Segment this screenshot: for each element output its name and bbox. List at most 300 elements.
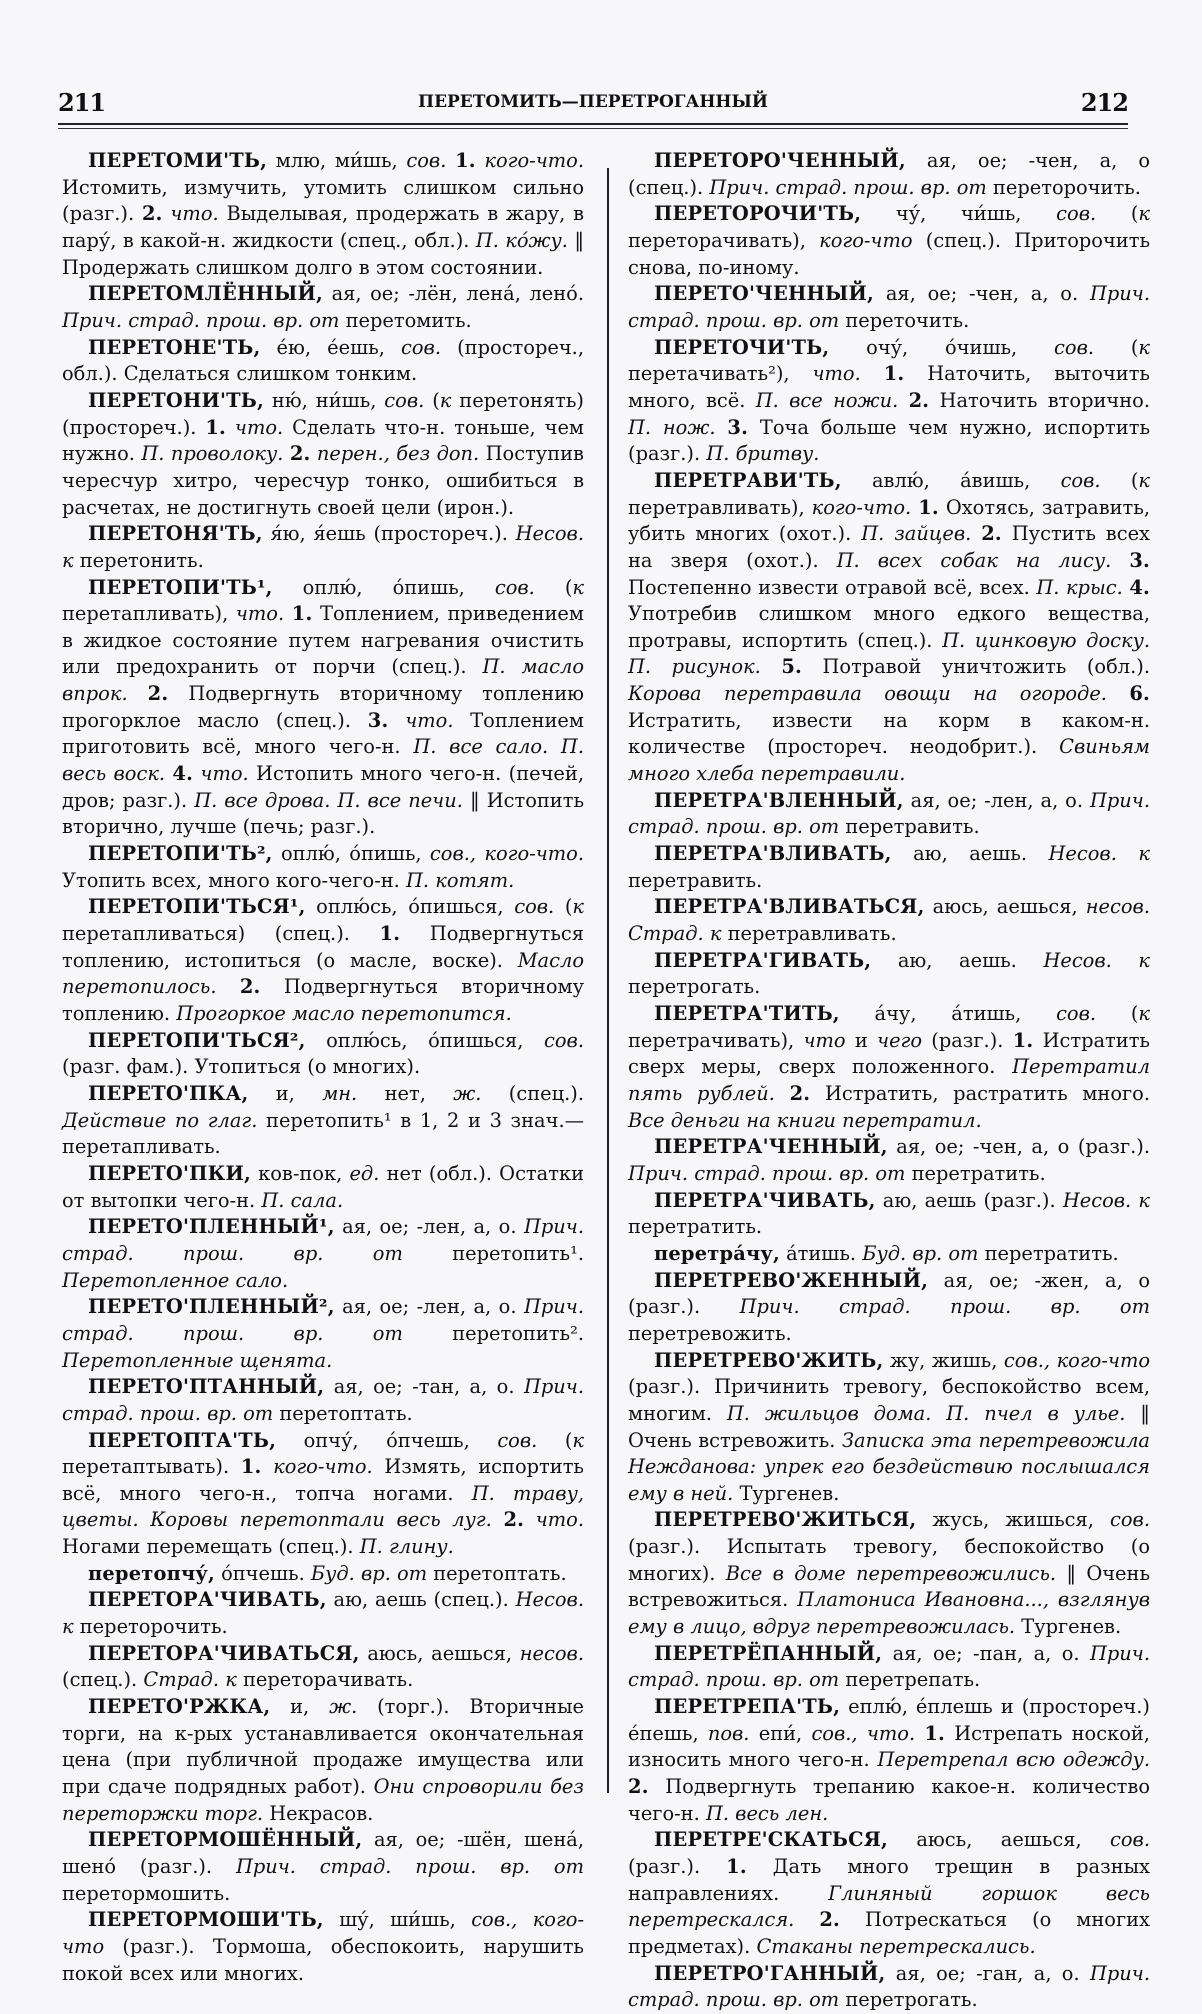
italic-note: П. всех собак на лису.	[836, 548, 1112, 572]
definition-text: переточить.	[839, 308, 970, 332]
headword: 3.	[367, 708, 389, 732]
definition-text: перетачивать²),	[628, 362, 813, 386]
italic-note: П. глину.	[359, 1535, 454, 1559]
dictionary-entry	[628, 1268, 1150, 1348]
left-column	[62, 148, 584, 1987]
headword: ПЕРЕТО'ПКА,	[88, 1081, 249, 1105]
definition-text: и,	[270, 1695, 330, 1719]
definition-text: ая, ое; -лен, а, о.	[334, 1295, 524, 1319]
dictionary-entry	[62, 1827, 584, 1907]
italic-note: Страд.	[143, 1668, 220, 1692]
italic-note: П. цинковую доску. П. рисунок.	[628, 628, 1150, 679]
headword: ПЕРЕТОПИ'ТЬСЯ¹,	[88, 895, 306, 919]
headword: ПЕРЕТРЕ'СКАТЬСЯ,	[654, 1828, 888, 1852]
italic-note: П. жильцов дома. П. пчел в улье.	[726, 1401, 1126, 1425]
definition-text: Топлением приготовить всё, много чего-н.	[62, 708, 584, 759]
headword: ПЕРЕТО'ПКИ,	[88, 1161, 251, 1185]
definition-text	[1107, 682, 1129, 705]
definition-text	[1117, 842, 1139, 865]
definition-text: (	[1100, 468, 1139, 492]
italic-note: кого-что.	[273, 1455, 373, 1479]
italic-note: Прич. страд. прош. вр. от	[628, 1641, 1150, 1692]
italic-note: сов.	[1110, 1828, 1150, 1852]
dictionary-entry	[62, 281, 584, 334]
italic-note: Свиньям много хлеба перетравили.	[628, 735, 1150, 786]
italic-note: к	[1138, 202, 1150, 226]
definition-text: Некрасов.	[263, 1801, 374, 1825]
headword: ПЕРЕТРО'ГАННЫЙ,	[654, 1961, 886, 1985]
italic-note: к	[439, 388, 452, 412]
headword: 2.	[908, 388, 930, 412]
headword: 3.	[1129, 548, 1150, 572]
italic-note: ед.	[349, 1161, 380, 1185]
definition-text: (	[537, 1428, 573, 1452]
definition-text: нет,	[357, 1081, 454, 1105]
headword: ПЕРЕТРА'ГИВАТЬ,	[654, 948, 872, 972]
dictionary-entry	[628, 148, 1150, 201]
italic-note: П. крыс.	[1036, 575, 1123, 599]
headword: ПЕРЕТО'РЖКА,	[88, 1695, 271, 1719]
definition-text: (	[1096, 202, 1139, 226]
headword: ПЕРЕТО'ЧЕННЫЙ,	[654, 282, 875, 306]
definition-text: Поступив чересчур хитро, чересчур тонко, ошибиться в расчетах, не достигнуть своей цели (ирон.).	[62, 442, 584, 519]
definition-text: Подвергнуть трепанию какое-н. количество чего-н.	[628, 1775, 1150, 1825]
headword: ПЕРЕТОРО'ЧЕННЫЙ,	[654, 149, 906, 172]
definition-text: Истрепать ноской, износить много чего-н.	[628, 1721, 1150, 1772]
definition-text	[261, 1455, 273, 1478]
italic-note: Перетопленные щенята.	[62, 1348, 333, 1372]
italic-note: Масло перетопилось.	[62, 948, 584, 999]
italic-note: П. котят.	[406, 868, 515, 892]
definition-text: аю, аешь (спец.).	[326, 1588, 516, 1612]
definition-text: перетопить¹ в 1, 2 и 3 знач.—перетапливать.	[62, 1108, 584, 1159]
definition-text: Подвергнуть вторичному топлению прогорклое масло (спец.).	[62, 682, 584, 732]
dictionary-entry	[628, 1134, 1150, 1187]
definition-text: ая, ое; -тан, а, о.	[324, 1375, 524, 1399]
italic-note: Прогоркое масло перетопится.	[176, 1002, 512, 1025]
italic-note: П. все дрова. П. все печи.	[194, 788, 463, 812]
definition-text: аюсь, аешься,	[359, 1641, 520, 1665]
definition-text: ая, ое; -ган, а, о.	[885, 1961, 1090, 1985]
italic-note: П. весь лен.	[705, 1801, 829, 1825]
italic-note: сов.	[497, 1428, 538, 1452]
definition-text: Наточить вторично.	[929, 388, 1150, 412]
headword: ПЕРЕТОРМОШИ'ТЬ,	[88, 1908, 324, 1932]
dictionary-entry	[628, 1001, 1150, 1134]
definition-text: ая, ое; -шён, шена́, шено́ (разг.).	[62, 1828, 584, 1878]
headword: 1.	[924, 1721, 945, 1745]
italic-note: сов.	[406, 149, 447, 172]
definition-text: аюсь, аешься,	[887, 1828, 1111, 1852]
headword: 2.	[503, 1508, 525, 1532]
definition-text: и	[845, 1028, 878, 1052]
definition-text: ню́, ни́шь,	[263, 388, 385, 412]
italic-note: Прич. страд. прош. вр. от	[62, 1295, 584, 1345]
definition-text: перетрепать.	[839, 1668, 981, 1692]
italic-note: Все деньги на книги перетратил.	[628, 1108, 982, 1132]
italic-note: к	[62, 1615, 74, 1639]
italic-note: к	[225, 1668, 237, 1692]
dictionary-entry	[62, 388, 584, 521]
headword: ПЕРЕТОПИ'ТЬ¹,	[88, 575, 273, 599]
column-divider	[607, 168, 609, 1793]
definition-text	[1112, 949, 1139, 972]
italic-note: что.	[235, 602, 285, 626]
definition-text	[716, 416, 728, 439]
definition-text: ‖ Очень встревожить.	[628, 1401, 1150, 1452]
headword: ПЕРЕТОРОЧИ'ТЬ,	[654, 202, 862, 226]
definition-text: перетонить.	[73, 548, 204, 572]
headword: ПЕРЕТРЕВО'ЖИТЬ,	[654, 1348, 884, 1372]
headword: 1.	[726, 1855, 747, 1878]
definition-text: (разг. фам.). Утопиться (о многих).	[62, 1055, 421, 1079]
headword: ПЕРЕТОМЛЁННЫЙ,	[88, 282, 323, 306]
italic-note: перен., без доп.	[316, 442, 480, 466]
dictionary-entry	[628, 468, 1150, 788]
headword: ПЕРЕТОРА'ЧИВАТЬСЯ,	[88, 1641, 360, 1665]
headword: 1.	[918, 495, 939, 519]
headword: ПЕРЕТОПИ'ТЬСЯ²,	[88, 1028, 306, 1052]
definition-text: Тургенев.	[1015, 1615, 1122, 1639]
italic-note: кого-что.	[484, 149, 584, 172]
page-number-left: 211	[58, 88, 106, 117]
definition-text: ‖ Очень встревожиться.	[628, 1561, 1151, 1612]
definition-text: жусь, жишься,	[916, 1508, 1111, 1532]
headword: ПЕРЕТОМИ'ТЬ,	[88, 149, 268, 172]
headword: 1.	[883, 362, 905, 386]
definition-text: ‖ Продержать слишком долго в этом состоянии.	[62, 228, 585, 279]
dictionary-entry	[628, 841, 1150, 894]
italic-note: Прич. страд. прош. вр. от	[628, 282, 1150, 332]
italic-note: сов.	[494, 575, 535, 599]
dictionary-entry	[62, 1374, 584, 1427]
headword: ПЕРЕТРЕВО'ЖЕННЫЙ,	[654, 1268, 929, 1292]
dictionary-entry	[62, 1641, 584, 1694]
italic-note: Несов.	[1062, 1188, 1132, 1212]
italic-note: П. ко́жу.	[475, 228, 568, 252]
definition-text: Истратить, извести на корм в каком-н. количестве (простореч. неодобрит.).	[628, 708, 1150, 759]
italic-note: ж.	[453, 1081, 482, 1105]
definition-text: Сделать что-н. тоньше, чем нужно.	[62, 415, 584, 466]
italic-note: сов.	[514, 895, 555, 919]
italic-note: Буд. вр. от	[310, 1561, 428, 1585]
definition-text: (	[1094, 335, 1139, 359]
definition-text: аюсь, аешься,	[924, 895, 1086, 919]
definition-text: переторачивать),	[628, 228, 820, 252]
headword: 2.	[147, 682, 169, 706]
definition-text: Охотясь, затравить, убить многих (охот.).	[628, 495, 1150, 546]
italic-note: сов.	[1060, 468, 1101, 492]
definition-text: чу́, чи́шь,	[861, 202, 1057, 226]
italic-note: к	[572, 1428, 585, 1452]
definition-text: перетоптать.	[273, 1401, 413, 1425]
definition-text: перетрачивать),	[628, 1028, 804, 1052]
italic-note: сов.	[401, 335, 441, 359]
definition-text: перетормошить.	[62, 1881, 231, 1905]
headword: ПЕРЕТРА'ЧИВАТЬ,	[654, 1188, 876, 1212]
definition-text: оплю́, о́пишь,	[272, 842, 430, 866]
italic-note: П. траву, цветы. Коровы перетоптали весь луг.	[62, 1481, 585, 1532]
headword: 6.	[1129, 682, 1150, 706]
definition-text	[794, 1908, 819, 1931]
dictionary-entry	[62, 335, 584, 388]
headword: ПЕРЕТОРА'ЧИВАТЬ,	[88, 1588, 327, 1612]
definition-text	[915, 1722, 924, 1745]
dictionary-entry	[628, 894, 1150, 947]
definition-text: переторачивать.	[236, 1668, 414, 1692]
italic-note: сов.	[384, 388, 425, 412]
definition-text: (	[1096, 1002, 1139, 1025]
italic-note: сов., кого-что	[62, 1908, 584, 1958]
italic-note: несов.	[519, 1641, 584, 1665]
definition-text: очу́, о́чишь,	[829, 335, 1055, 359]
headword: 1.	[1012, 1028, 1034, 1052]
italic-note: Записка эта перетревожила Нежданова: упрек его бездействию послышался ему в ней.	[628, 1428, 1150, 1505]
italic-note: Корова перетравила овощи на огороде.	[628, 682, 1107, 706]
definition-text: я́ю, я́ешь (простореч.).	[262, 522, 516, 546]
definition-text: аю, аешь.	[891, 842, 1049, 866]
dictionary-entry	[62, 148, 584, 281]
definition-text: перетопить¹.	[402, 1241, 584, 1265]
header-double-rule	[58, 123, 1128, 129]
definition-text: ая, ое; -чен, а, о (спец.).	[628, 149, 1150, 199]
definition-text: (	[534, 575, 573, 599]
italic-note: мн.	[322, 1081, 358, 1105]
dictionary-entry	[62, 575, 584, 842]
headword: ПЕРЕТО'ПЛЕННЫЙ²,	[88, 1295, 335, 1319]
headword: 4.	[1129, 575, 1150, 599]
dictionary-entry	[62, 521, 584, 574]
dictionary-entry	[62, 1694, 584, 1827]
italic-note: Прич. страд. прош. вр. от	[235, 1855, 584, 1878]
italic-note: П. все ножи.	[755, 388, 899, 412]
definition-text: ков-пок,	[250, 1161, 350, 1185]
italic-note: П. все сало. П. весь воск.	[62, 735, 584, 786]
definition-text: перетравить.	[628, 868, 763, 892]
italic-note: кого-что.	[811, 495, 912, 519]
italic-note: к	[709, 922, 722, 946]
headword: 4.	[172, 762, 194, 786]
definition-text: ая, ое; -жен, а, о (разг.).	[628, 1268, 1150, 1319]
italic-note: Прич. страд. прош. вр. от	[62, 1215, 584, 1265]
definition-text: млю, ми́шь,	[267, 149, 407, 172]
italic-note: Прич. страд. прош. вр. от	[628, 1161, 906, 1185]
definition-text: (спец.). Приторочить снова, по-иному.	[628, 228, 1151, 279]
headword: ПЕРЕТОПТА'ТЬ,	[88, 1428, 277, 1452]
definition-text: Постепенно извести отравой всё, всех.	[628, 575, 1037, 599]
headword: ПЕРЕТРА'ТИТЬ,	[654, 1002, 840, 1025]
italic-note: к	[1138, 842, 1150, 866]
definition-text: (спец.).	[62, 1668, 144, 1692]
headword: ПЕРЕТРЁПАННЫЙ,	[654, 1641, 883, 1665]
headword: 2.	[789, 1081, 811, 1105]
italic-note: Все в доме перетревожились.	[725, 1561, 1057, 1585]
definition-text: перетравить.	[839, 815, 980, 839]
definition-text	[775, 1082, 790, 1105]
italic-note: Несов.	[1043, 948, 1112, 972]
dictionary-entry	[628, 1241, 1150, 1268]
italic-note: сов.	[1056, 1002, 1097, 1025]
definition-text: перетратить.	[628, 1215, 763, 1239]
definition-text: перетомить.	[339, 308, 472, 332]
italic-note: к	[1138, 468, 1150, 492]
italic-note: ж.	[329, 1695, 358, 1719]
headword: 2.	[239, 975, 261, 999]
dictionary-entry	[62, 1081, 584, 1161]
definition-text: (	[424, 388, 440, 412]
italic-note: сов.	[1054, 335, 1095, 359]
italic-note: Перетратил пять рублей.	[628, 1055, 1150, 1105]
italic-note: что.	[812, 362, 861, 386]
dictionary-entry	[628, 281, 1150, 334]
definition-text: ая, ое; -лен, а, о.	[334, 1215, 524, 1239]
definition-text	[861, 362, 884, 385]
italic-note: кого-что	[819, 228, 913, 252]
italic-note: что.	[234, 415, 284, 439]
italic-note: Несов.	[515, 522, 584, 546]
italic-note: П. сала.	[261, 1188, 344, 1212]
definition-text: Подвергнуться топлению, истопиться (о масле, воске).	[62, 922, 584, 972]
headword: ПЕРЕТРА'ВЛЕННЫЙ,	[654, 788, 904, 812]
dictionary-entry	[628, 201, 1150, 281]
dictionary-entry	[62, 1294, 584, 1374]
definition-text: Истратить сверх меры, сверх положенного.	[628, 1028, 1150, 1079]
italic-note: П. бритву.	[706, 442, 820, 466]
italic-note: сов.	[544, 1028, 584, 1052]
italic-note: Прич. страд. прош. вр. от	[709, 175, 987, 199]
headword: ПЕРЕТРАВИ'ТЬ,	[654, 468, 842, 492]
headword: 2.	[819, 1908, 840, 1932]
definition-text	[226, 416, 235, 439]
definition-text: перетаптывать).	[62, 1455, 241, 1479]
definition-text	[1111, 549, 1129, 572]
headword: ПЕРЕТОНЯ'ТЬ,	[88, 522, 263, 546]
italic-note: пов.	[707, 1721, 750, 1745]
dictionary-entry	[628, 1507, 1150, 1640]
definition-text: ая, ое; -лён, лена́, лено́.	[322, 282, 584, 306]
definition-text: Наточить, выточить много, всё.	[628, 362, 1150, 412]
italic-note: к	[1138, 948, 1150, 972]
italic-note: Прич. страд. прош. вр. от	[628, 788, 1150, 839]
definition-text: Подвергнуться вторичному топлению.	[62, 975, 584, 1025]
definition-text: (разг.). Причинить тревогу, беспокойство всем, многим.	[628, 1375, 1150, 1425]
dictionary-entry	[62, 1561, 584, 1588]
italic-note: П. зайцев.	[861, 522, 972, 546]
italic-note: Они спроворили без переторжки торг.	[62, 1775, 584, 1825]
italic-note: Прич. страд. прош. вр. от	[739, 1295, 1150, 1319]
definition-text: Измять, испортить всё, много чего-н., топча ногами.	[62, 1455, 584, 1505]
dictionary-entry	[628, 1961, 1150, 2014]
italic-note: к	[62, 548, 74, 572]
headword: ПЕРЕТО'ПТАННЫЙ,	[88, 1375, 325, 1399]
headword: ПЕРЕТОРМОШЁННЫЙ,	[88, 1828, 363, 1852]
definition-text: перетревожить.	[628, 1321, 792, 1345]
definition-text: Пустить всех на зверя (охот.).	[628, 522, 1150, 572]
definition-text: жу, жишь,	[883, 1348, 1004, 1372]
definition-text	[217, 975, 240, 998]
definition-text: перетопить².	[402, 1321, 584, 1345]
right-column	[628, 148, 1150, 2014]
definition-text: перетонять) (простореч.).	[62, 388, 584, 439]
headword: ПЕРЕТРА'ЧЕННЫЙ,	[654, 1135, 888, 1159]
dictionary-entry	[62, 1214, 584, 1294]
definition-text: оплю́сь, о́пишься,	[305, 1028, 545, 1052]
headword: 1.	[205, 415, 226, 439]
definition-text: Топлением, приведением в жидкое состояние путем нагревания очистить или предохранить от порчи (спец.).	[62, 602, 584, 679]
italic-note: чего	[877, 1028, 923, 1052]
definition-text: Утопить всех, много кого-чего-н.	[62, 868, 407, 892]
italic-note: к	[572, 575, 584, 599]
dictionary-entry	[628, 1348, 1150, 1508]
dictionary-entry	[628, 948, 1150, 1001]
definition-text: перетоптать.	[427, 1561, 567, 1585]
italic-note: Прич. страд. прош. вр. от	[62, 308, 340, 332]
definition-text: переторочить.	[73, 1615, 228, 1639]
definition-text: авлю́, а́вишь,	[841, 468, 1061, 492]
definition-text: перетравливать),	[628, 495, 812, 519]
italic-note: сов.	[1110, 1508, 1150, 1532]
headword: 1.	[379, 922, 401, 946]
italic-note: П. проволоку.	[141, 442, 284, 466]
headword: ПЕРЕТРЕПА'ТЬ,	[654, 1695, 841, 1719]
headword: ПЕРЕТРА'ВЛИВАТЬ,	[654, 842, 892, 866]
dictionary-entry	[62, 1907, 584, 1987]
dictionary-entry	[62, 1028, 584, 1081]
headword: 2.	[981, 522, 1002, 546]
definition-text: шу́, ши́шь,	[323, 1908, 472, 1932]
italic-note: Несов.	[1048, 842, 1117, 866]
italic-note: Стаканы перетрескались.	[756, 1934, 1036, 1958]
definition-text: (торг.). Вторичные торги, на к-рых устанавливается окончательная цена (при публичной продаже имущества или при сдаче подрядных работ).	[62, 1695, 584, 1799]
italic-note: к	[1138, 335, 1150, 359]
definition-text: (разг.).	[628, 1855, 727, 1878]
italic-note: сов., кого-что	[1003, 1348, 1150, 1372]
italic-note: что.	[405, 708, 454, 732]
headword: ПЕРЕТОПИ'ТЬ²,	[88, 842, 273, 866]
headword: 1.	[291, 602, 313, 626]
definition-text: а́тишь.	[779, 1241, 863, 1265]
definition-text: оплю́сь, о́пишься,	[305, 895, 515, 919]
definition-text: оплю́, о́пишь,	[272, 575, 495, 599]
headword: ПЕРЕТОНЕ'ТЬ,	[88, 335, 261, 359]
definition-text: е́ю, е́ешь,	[260, 335, 401, 359]
headword: перетра́чу,	[654, 1241, 780, 1265]
italic-note: П. нож.	[628, 415, 716, 439]
definition-text: перетапливаться) (спец.).	[62, 922, 380, 946]
italic-note: Глиняный горшок весь перетрескался.	[628, 1881, 1150, 1932]
headword: ПЕРЕТРА'ВЛИВАТЬСЯ,	[654, 895, 925, 919]
italic-note: Буд. вр. от	[862, 1241, 979, 1265]
italic-note: Перетопленное сало.	[62, 1268, 289, 1292]
italic-note: Прич. страд. прош. вр. от	[628, 1961, 1150, 2012]
definition-text: перетрогать.	[628, 975, 761, 999]
definition-text	[446, 149, 455, 172]
definition-text: Потравой уничтожить (обл.).	[801, 655, 1150, 679]
definition-text: (	[554, 895, 573, 919]
definition-text	[524, 1508, 536, 1531]
italic-note: сов., кого-что.	[429, 842, 584, 866]
italic-note: Прич. страд. прош. вр. от	[62, 1375, 584, 1425]
headword: ПЕРЕТОНИ'ТЬ,	[88, 388, 264, 412]
dictionary-entry	[62, 1587, 584, 1640]
definition-text: (спец.).	[481, 1081, 584, 1105]
dictionary-entry	[628, 1827, 1150, 1960]
definition-text: а́чу, а́тишь,	[839, 1002, 1057, 1025]
headword: ПЕРЕТРЕВО'ЖИТЬСЯ,	[654, 1508, 917, 1532]
definition-text	[971, 522, 981, 545]
definition-text: опчу́, о́пчешь,	[276, 1428, 498, 1452]
italic-note: к	[572, 895, 585, 919]
